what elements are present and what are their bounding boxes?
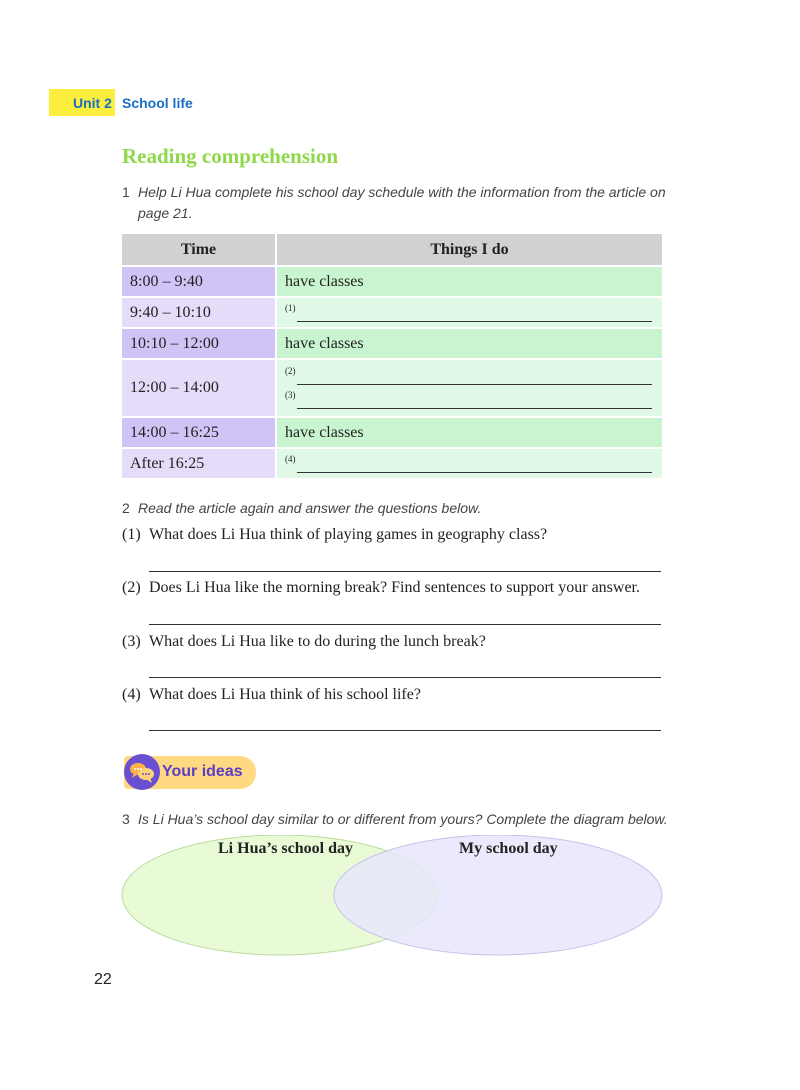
question-number: (3) bbox=[122, 633, 141, 650]
table-row bbox=[122, 266, 662, 297]
venn-diagram bbox=[118, 835, 668, 960]
answer-blank-cell[interactable] bbox=[276, 359, 662, 417]
thing-cell: have classes bbox=[276, 328, 662, 359]
blank-number: (3) bbox=[285, 390, 296, 400]
answer-line[interactable] bbox=[149, 677, 661, 678]
table-row bbox=[122, 297, 662, 328]
task3-text: Is Li Hua’s school day similar to or different from yours? Complete the diagram below. bbox=[138, 811, 668, 827]
time-cell: 9:40 – 10:10 bbox=[122, 297, 276, 328]
time-cell: 14:00 – 16:25 bbox=[122, 417, 276, 448]
question-number: (2) bbox=[122, 579, 141, 596]
question-2 bbox=[122, 579, 640, 597]
table-row bbox=[122, 417, 662, 448]
answer-blank-cell[interactable] bbox=[276, 448, 662, 479]
task2-number: 2 bbox=[122, 500, 130, 516]
answer-line[interactable] bbox=[297, 472, 652, 473]
unit-label: Unit 2 bbox=[73, 95, 112, 111]
schedule-table bbox=[122, 234, 662, 480]
answer-line[interactable] bbox=[149, 624, 661, 625]
section-title: Reading comprehension bbox=[122, 144, 339, 168]
question-text: What does Li Hua think of playing games in geography class? bbox=[149, 526, 548, 543]
task3-instruction bbox=[122, 809, 668, 830]
blank-number: (2) bbox=[285, 366, 296, 376]
header-time: Time bbox=[122, 234, 276, 266]
question-number: (4) bbox=[122, 686, 141, 703]
blank-number: (1) bbox=[285, 302, 296, 313]
speech-bubbles-icon bbox=[124, 754, 160, 790]
table-header-row bbox=[122, 234, 662, 266]
table-row bbox=[122, 328, 662, 359]
time-cell: 10:10 – 12:00 bbox=[122, 328, 276, 359]
thing-cell: have classes bbox=[276, 266, 662, 297]
page-number: 22 bbox=[94, 971, 112, 988]
question-text: What does Li Hua think of his school life? bbox=[149, 686, 421, 703]
your-ideas-label: Your ideas bbox=[162, 763, 243, 780]
question-3 bbox=[122, 633, 486, 651]
header-things: Things I do bbox=[276, 234, 662, 266]
answer-line[interactable] bbox=[297, 321, 652, 322]
blank-number: (4) bbox=[285, 453, 296, 464]
task1-instruction bbox=[122, 182, 682, 224]
task2-text: Read the article again and answer the questions below. bbox=[138, 500, 482, 516]
question-text: What does Li Hua like to do during the lunch break? bbox=[149, 633, 486, 650]
time-cell: After 16:25 bbox=[122, 448, 276, 479]
venn-right-label: My school day bbox=[459, 840, 558, 857]
task1-number: 1 bbox=[122, 184, 130, 200]
unit-title: School life bbox=[122, 95, 193, 111]
answer-line[interactable] bbox=[297, 384, 652, 385]
question-1 bbox=[122, 526, 547, 544]
task3-number: 3 bbox=[122, 811, 130, 827]
table-row bbox=[122, 448, 662, 479]
question-text: Does Li Hua like the morning break? Find sentences to support your answer. bbox=[149, 579, 640, 596]
task1-text-line1: Help Li Hua complete his school day schedule with the information from the article on bbox=[138, 184, 666, 200]
task2-instruction bbox=[122, 498, 481, 519]
answer-line[interactable] bbox=[149, 730, 661, 731]
answer-blank-cell[interactable] bbox=[276, 297, 662, 328]
question-4 bbox=[122, 686, 421, 704]
thing-cell: have classes bbox=[276, 417, 662, 448]
venn-left-label: Li Hua’s school day bbox=[218, 840, 353, 857]
answer-line[interactable] bbox=[297, 408, 652, 409]
time-cell: 8:00 – 9:40 bbox=[122, 266, 276, 297]
table-row bbox=[122, 359, 662, 417]
question-number: (1) bbox=[122, 526, 141, 543]
answer-line[interactable] bbox=[149, 571, 661, 572]
time-cell: 12:00 – 14:00 bbox=[122, 359, 276, 417]
task1-text-line2: page 21. bbox=[138, 205, 193, 221]
